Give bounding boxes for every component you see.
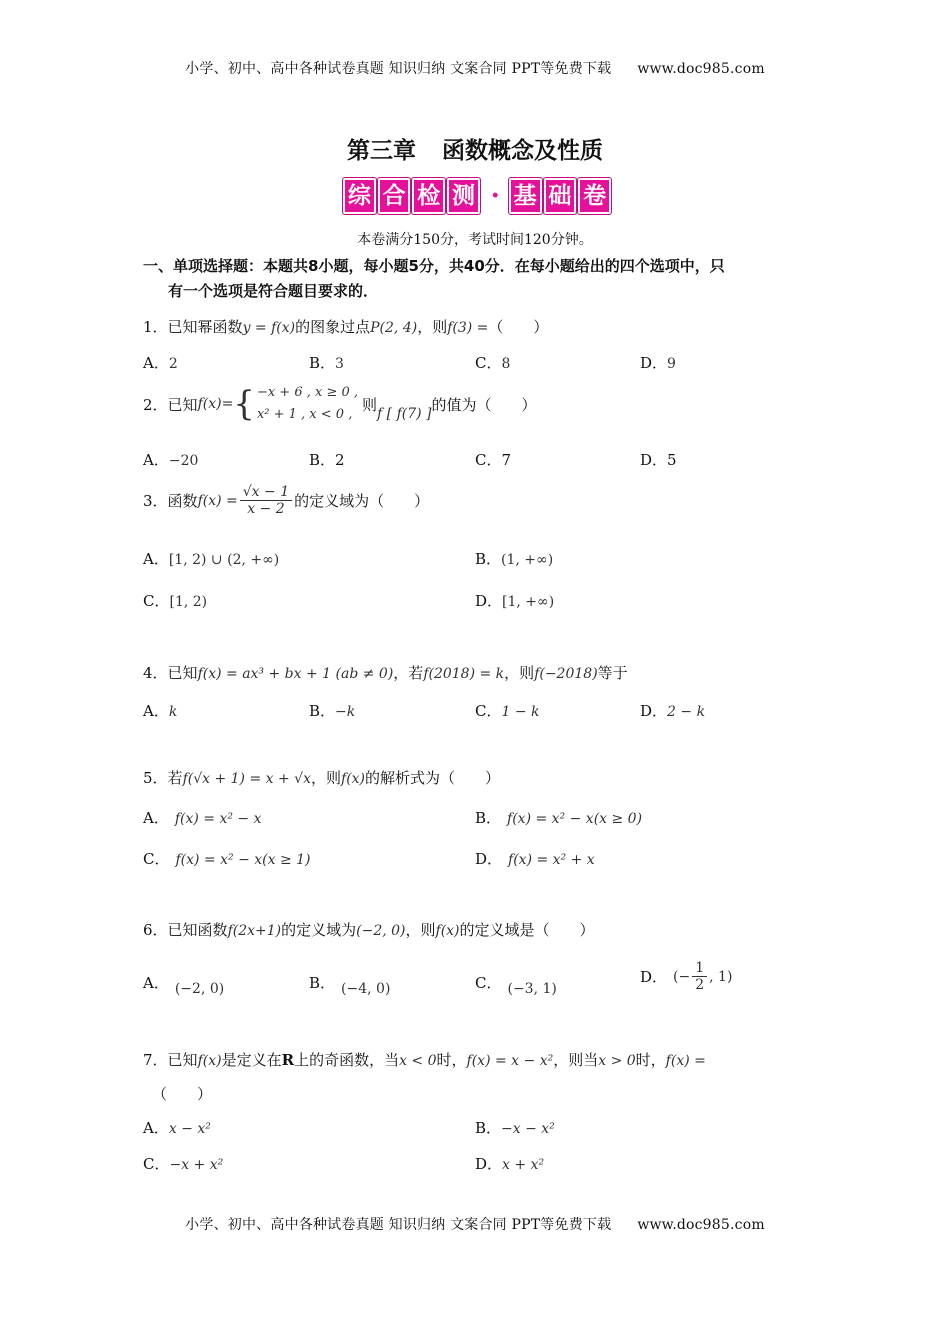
q4-option-a[interactable] bbox=[143, 700, 177, 721]
question-text: ，则当 bbox=[553, 1051, 599, 1069]
question-text: ，则 bbox=[311, 769, 342, 787]
option-label: A． bbox=[143, 809, 169, 827]
option-label: D． bbox=[640, 451, 668, 469]
question-1 bbox=[143, 316, 548, 337]
option-label: A． bbox=[143, 451, 169, 469]
question-7-blank: （ ） bbox=[152, 1085, 213, 1103]
q1-option-a[interactable] bbox=[143, 352, 178, 373]
q6-option-b[interactable] bbox=[309, 972, 391, 997]
section-line: 有一个选项是符合题目要求的． bbox=[168, 282, 379, 300]
question-text: 函数 bbox=[167, 492, 198, 510]
banner-char: 测 bbox=[447, 178, 480, 214]
option-label: B． bbox=[309, 451, 336, 469]
fraction-numerator: 1 bbox=[692, 960, 707, 977]
q1-option-b[interactable] bbox=[309, 352, 344, 373]
header-text: 小学、初中、高中各种试卷真题 知识归纳 文案合同 PPT等免费下载 bbox=[185, 61, 612, 77]
page-header bbox=[0, 58, 950, 78]
footer-site-link[interactable]: www.doc985.com bbox=[637, 1217, 765, 1233]
option-value: 2 bbox=[168, 356, 178, 372]
q7-option-c[interactable] bbox=[143, 1153, 223, 1174]
question-number: 7． bbox=[143, 1051, 168, 1069]
question-5 bbox=[143, 767, 500, 788]
option-value: x + x² bbox=[502, 1157, 545, 1173]
section-line: 一、单项选择题：本题共8小题，每小题5分，共40分．在每小题给出的四个选项中，只 bbox=[143, 257, 725, 275]
question-2 bbox=[143, 382, 537, 426]
banner-dot: · bbox=[490, 181, 500, 211]
q5-option-a[interactable] bbox=[143, 807, 262, 828]
question-text: 时， bbox=[436, 1051, 467, 1069]
q2-option-a[interactable] bbox=[143, 449, 198, 470]
question-number: 4． bbox=[143, 664, 168, 682]
option-label: D． bbox=[640, 968, 668, 986]
piecewise-cases bbox=[257, 382, 358, 426]
question-text: ，则 bbox=[417, 318, 448, 336]
q1-option-d[interactable] bbox=[640, 352, 676, 373]
question-3 bbox=[143, 484, 429, 517]
option-label: A． bbox=[143, 974, 169, 992]
math-expr: f(x) bbox=[435, 923, 460, 939]
option-label: A． bbox=[143, 550, 169, 568]
exam-type-banner bbox=[343, 176, 613, 216]
math-expr: f(−2018) bbox=[534, 666, 598, 682]
fraction bbox=[692, 960, 707, 993]
option-value: (1, +∞) bbox=[501, 552, 554, 568]
page-footer bbox=[0, 1214, 950, 1234]
question-text: 时， bbox=[635, 1051, 666, 1069]
option-label: B． bbox=[309, 974, 336, 992]
math-expr: f(√x + 1) = x + √x bbox=[182, 771, 311, 787]
page-title bbox=[0, 132, 950, 165]
banner-char: 基 bbox=[509, 178, 542, 214]
math-expr: x > 0 bbox=[598, 1053, 636, 1069]
math-expr: f(x) = x − x² bbox=[466, 1053, 554, 1069]
question-number: 1． bbox=[143, 318, 168, 336]
question-number: 6． bbox=[143, 921, 168, 939]
option-value: f(x) = x² + x bbox=[508, 852, 595, 868]
option-value: −k bbox=[335, 704, 356, 720]
option-label: C． bbox=[143, 850, 170, 868]
piecewise-brace: { bbox=[233, 384, 255, 424]
option-label: A． bbox=[143, 1119, 169, 1137]
option-label: C． bbox=[143, 1155, 170, 1173]
question-number: 5． bbox=[143, 769, 168, 787]
case-row: −x + 6 , x ≥ 0 , bbox=[256, 385, 359, 400]
q6-option-d[interactable] bbox=[640, 960, 732, 993]
q3-option-b[interactable] bbox=[475, 548, 553, 569]
question-text: 等于 bbox=[597, 664, 628, 682]
q5-option-d[interactable] bbox=[475, 848, 595, 869]
option-value: 2 − k bbox=[667, 704, 706, 720]
option-value: (−3, 1) bbox=[507, 981, 557, 997]
question-text: 已知幂函数 bbox=[167, 318, 243, 336]
option-label: D． bbox=[475, 1155, 503, 1173]
q6-option-a[interactable] bbox=[143, 972, 225, 997]
option-label: B． bbox=[475, 1119, 502, 1137]
option-label: C． bbox=[143, 592, 170, 610]
banner-char: 合 bbox=[378, 178, 411, 214]
question-text: ，则 bbox=[504, 664, 535, 682]
question-text: 已知 bbox=[167, 395, 198, 414]
question-text: 已知 bbox=[167, 664, 198, 682]
q7-option-a[interactable] bbox=[143, 1117, 211, 1138]
math-expr: f(x) = bbox=[665, 1053, 706, 1069]
banner-char: 础 bbox=[544, 178, 577, 214]
question-text: （ ） bbox=[488, 318, 549, 336]
question-7 bbox=[143, 1049, 706, 1070]
option-value: 7 bbox=[501, 451, 512, 469]
option-value: (− bbox=[673, 968, 691, 985]
option-value: k bbox=[168, 704, 178, 720]
question-number: 3． bbox=[143, 492, 168, 510]
question-6 bbox=[143, 919, 595, 940]
option-label: C． bbox=[475, 451, 502, 469]
fraction bbox=[240, 484, 292, 517]
question-text: 已知函数 bbox=[167, 921, 228, 939]
q7-option-b[interactable] bbox=[475, 1117, 555, 1138]
option-value: 8 bbox=[501, 356, 511, 372]
math-expr: f(x) = bbox=[197, 492, 238, 509]
q3-option-c[interactable] bbox=[143, 590, 207, 611]
option-value: −x − x² bbox=[501, 1121, 555, 1137]
math-expr: f(x) bbox=[341, 771, 366, 787]
option-value: 5 bbox=[667, 451, 677, 469]
option-value: [1, +∞) bbox=[502, 594, 555, 610]
option-value: [1, 2) ∪ (2, +∞) bbox=[168, 552, 280, 568]
q3-option-a[interactable] bbox=[143, 548, 279, 569]
question-text: 若 bbox=[167, 769, 183, 787]
option-label: D． bbox=[475, 850, 503, 868]
option-value: f(x) = x² − x(x ≥ 0) bbox=[507, 811, 643, 827]
option-label: B． bbox=[309, 354, 336, 372]
q1-option-c[interactable] bbox=[475, 352, 510, 373]
option-value: −x + x² bbox=[169, 1157, 224, 1173]
option-value: , 1) bbox=[709, 968, 733, 985]
option-label: A． bbox=[143, 354, 169, 372]
option-label: C． bbox=[475, 354, 502, 372]
question-text: ，则 bbox=[405, 921, 436, 939]
option-value: −20 bbox=[168, 453, 199, 469]
q3-option-d[interactable] bbox=[475, 590, 554, 611]
footer-text: 小学、初中、高中各种试卷真题 知识归纳 文案合同 PPT等免费下载 bbox=[185, 1217, 612, 1233]
option-label: C． bbox=[475, 702, 502, 720]
option-value: (−2, 0) bbox=[174, 981, 225, 997]
option-value: (−4, 0) bbox=[341, 981, 391, 997]
option-label: A． bbox=[143, 702, 169, 720]
chapter-name: 函数概念及性质 bbox=[442, 138, 603, 164]
math-expr: y = f(x) bbox=[242, 320, 296, 336]
math-expr: f(x) bbox=[197, 1053, 222, 1069]
option-value: 9 bbox=[667, 356, 676, 372]
option-label: D． bbox=[475, 592, 503, 610]
option-value: [1, 2) bbox=[169, 594, 208, 610]
q6-option-c[interactable] bbox=[475, 972, 557, 997]
option-value: 3 bbox=[335, 356, 344, 372]
question-text: 的图象过点 bbox=[295, 318, 371, 336]
option-label: C． bbox=[475, 974, 502, 992]
q5-option-b[interactable] bbox=[475, 807, 642, 828]
question-text: 是定义在 bbox=[221, 1051, 282, 1069]
math-expr: R bbox=[281, 1051, 295, 1069]
banner-char: 综 bbox=[343, 178, 376, 214]
math-expr: f(3) = bbox=[447, 320, 489, 336]
header-site-link[interactable]: www.doc985.com bbox=[637, 61, 765, 77]
math-expr: x < 0 bbox=[399, 1053, 437, 1069]
question-number: 2． bbox=[143, 395, 168, 414]
option-label: D． bbox=[640, 354, 668, 372]
math-expr: f [ f(7) ] bbox=[377, 406, 432, 422]
q2-option-b[interactable] bbox=[309, 449, 345, 470]
math-expr: f(x) = ax³ + bx + 1 (ab ≠ 0) bbox=[197, 666, 394, 682]
fraction-denominator: 2 bbox=[695, 977, 705, 993]
chapter-label: 第三章 bbox=[347, 138, 416, 164]
q5-option-c[interactable] bbox=[143, 848, 311, 869]
fraction-numerator: √x − 1 bbox=[240, 484, 292, 501]
option-label: B． bbox=[309, 702, 336, 720]
math-expr: (−2, 0) bbox=[356, 923, 406, 939]
option-value: f(x) = x² − x(x ≥ 1) bbox=[175, 852, 311, 868]
q4-option-c[interactable] bbox=[475, 700, 540, 721]
option-value: f(x) = x² − x bbox=[174, 811, 262, 827]
question-text: 的定义域为（ ） bbox=[294, 492, 430, 510]
banner-char: 卷 bbox=[578, 178, 611, 214]
q7-option-d[interactable] bbox=[475, 1153, 544, 1174]
option-label: D． bbox=[640, 702, 668, 720]
section-heading bbox=[143, 254, 823, 304]
math-expr: f(x)= bbox=[197, 396, 234, 412]
question-text: 的值为（ ） bbox=[431, 395, 537, 414]
question-text: 的定义域是（ ） bbox=[459, 921, 595, 939]
option-value: 2 bbox=[335, 451, 345, 469]
question-text: 已知 bbox=[167, 1051, 198, 1069]
math-expr: f(2018) = k bbox=[423, 666, 505, 682]
q4-option-b[interactable] bbox=[309, 700, 355, 721]
question-text: 则 bbox=[362, 395, 378, 414]
option-value: 1 − k bbox=[501, 704, 540, 720]
question-text: ，若 bbox=[393, 664, 424, 682]
q2-option-d[interactable] bbox=[640, 449, 677, 470]
banner-char: 检 bbox=[412, 178, 445, 214]
question-4 bbox=[143, 662, 628, 683]
question-text: 的解析式为（ ） bbox=[365, 769, 501, 787]
option-label: B． bbox=[475, 809, 502, 827]
case-row: x² + 1 , x < 0 , bbox=[256, 407, 353, 422]
q4-option-d[interactable] bbox=[640, 700, 705, 721]
option-label: B． bbox=[475, 550, 502, 568]
math-expr: f(2x+1) bbox=[227, 923, 282, 939]
exam-info: 本卷满分150分，考试时间120分钟。 bbox=[357, 232, 593, 248]
fraction-denominator: x − 2 bbox=[247, 501, 285, 517]
math-expr: P(2, 4) bbox=[370, 320, 418, 336]
q2-option-c[interactable] bbox=[475, 449, 511, 470]
question-text: 上的奇函数，当 bbox=[294, 1051, 400, 1069]
option-value: x − x² bbox=[168, 1121, 211, 1137]
question-text: 的定义域为 bbox=[281, 921, 357, 939]
